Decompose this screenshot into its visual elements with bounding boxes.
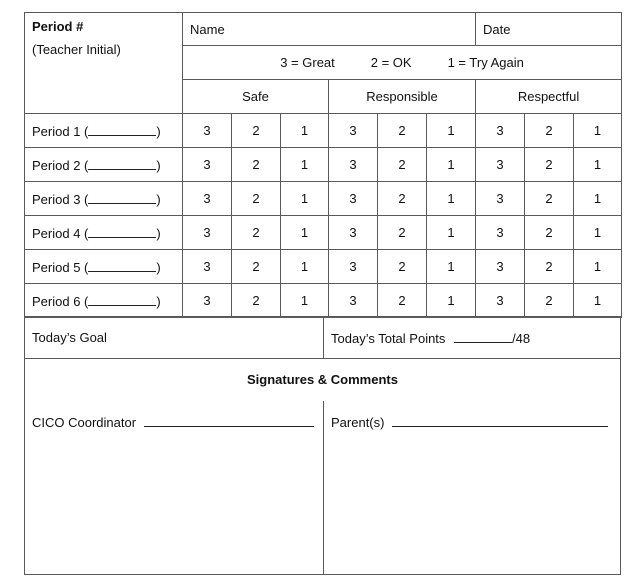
cico-signature-field[interactable] [32,414,314,430]
period-label: Period 6 [32,293,81,309]
footer-section [24,316,621,574]
name-field[interactable] [183,13,476,46]
period-label-cell: Period 1 ( ) [25,114,183,148]
rating-legend [183,46,622,80]
parent-signature-line[interactable] [392,414,608,427]
score-option[interactable]: 3 [183,182,232,216]
period-row [25,148,622,182]
score-option[interactable]: 1 [574,148,622,182]
score-option[interactable]: 1 [574,284,622,318]
period-label: Period 2 [32,157,81,173]
score-option[interactable]: 3 [329,216,378,250]
parent-label: Parent(s) [331,415,385,430]
score-option[interactable]: 1 [427,148,476,182]
score-option[interactable]: 3 [476,148,525,182]
score-option[interactable]: 2 [232,148,281,182]
rating-table [24,12,622,318]
name-label: Name [190,21,225,37]
score-option[interactable]: 2 [525,284,574,318]
period-row [25,216,622,250]
date-field[interactable] [476,13,622,46]
period-label: Period 5 [32,259,81,275]
score-option[interactable]: 3 [476,182,525,216]
todays-goal-label: Today’s Goal [32,330,107,345]
period-row [25,114,622,148]
period-label: Period 1 [32,123,81,139]
period-label-cell: Period 2 ( ) [25,148,183,182]
period-label: Period 3 [32,191,81,207]
period-header-cell [25,13,183,114]
period-title: Period # [32,19,84,34]
score-option[interactable]: 1 [574,216,622,250]
score-option[interactable]: 2 [232,216,281,250]
score-option[interactable]: 1 [427,250,476,284]
score-option[interactable]: 2 [378,148,427,182]
category-safe: Safe [183,80,329,114]
score-option[interactable]: 2 [525,250,574,284]
total-points-field[interactable] [331,330,530,346]
teacher-initial-blank[interactable] [88,157,156,170]
teacher-initial-blank[interactable] [88,191,156,204]
score-option[interactable]: 3 [183,148,232,182]
score-option[interactable]: 3 [183,284,232,318]
period-label: Period 4 [32,225,81,241]
score-option[interactable]: 2 [232,182,281,216]
score-option[interactable]: 3 [329,250,378,284]
score-option[interactable]: 2 [525,114,574,148]
score-option[interactable]: 3 [183,114,232,148]
signatures-box [24,358,621,575]
score-option[interactable]: 2 [378,250,427,284]
score-option[interactable]: 2 [525,182,574,216]
period-label-cell: Period 4 ( ) [25,216,183,250]
score-option[interactable]: 1 [281,182,329,216]
legend-try-again: 1 = Try Again [447,55,524,70]
score-option[interactable]: 2 [232,284,281,318]
date-label: Date [483,21,511,37]
signatures-divider [323,401,324,574]
score-option[interactable]: 2 [232,250,281,284]
score-option[interactable]: 1 [281,148,329,182]
teacher-initial-blank[interactable] [88,259,156,272]
goal-divider [323,317,324,358]
period-label-cell: Period 6 ( ) [25,284,183,318]
period-row [25,284,622,318]
score-option[interactable]: 2 [378,216,427,250]
score-option[interactable]: 2 [525,216,574,250]
category-respectful: Respectful [476,80,622,114]
legend-great: 3 = Great [280,55,335,70]
behavior-report-sheet [24,12,621,574]
period-row [25,182,622,216]
score-option[interactable]: 3 [329,182,378,216]
period-row [25,250,622,284]
score-option[interactable]: 3 [476,284,525,318]
cico-label: CICO Coordinator [32,415,137,430]
score-option[interactable]: 2 [378,284,427,318]
period-label-cell: Period 3 ( ) [25,182,183,216]
total-points-label: Today’s Total Points [331,331,446,346]
score-option[interactable]: 1 [574,114,622,148]
score-option[interactable]: 1 [427,216,476,250]
score-option[interactable]: 3 [329,284,378,318]
score-option[interactable]: 3 [476,216,525,250]
score-option[interactable]: 3 [183,216,232,250]
legend-ok: 2 = OK [370,55,412,70]
score-option[interactable]: 2 [525,148,574,182]
score-option[interactable]: 2 [232,114,281,148]
score-option[interactable]: 3 [329,148,378,182]
score-option[interactable]: 3 [476,250,525,284]
score-option[interactable]: 1 [427,114,476,148]
score-option[interactable]: 3 [476,114,525,148]
period-label-cell: Period 5 ( ) [25,250,183,284]
score-option[interactable]: 3 [183,250,232,284]
goal-points-row [24,316,621,359]
teacher-initial-blank[interactable] [88,123,156,136]
category-responsible: Responsible [329,80,476,114]
score-option[interactable]: 1 [574,182,622,216]
score-option[interactable]: 1 [574,250,622,284]
score-option[interactable]: 1 [281,114,329,148]
score-option[interactable]: 1 [427,284,476,318]
score-option[interactable]: 1 [281,250,329,284]
score-option[interactable]: 1 [427,182,476,216]
total-points-blank[interactable] [454,330,512,343]
score-option[interactable]: 3 [329,114,378,148]
teacher-initial-blank[interactable] [88,293,156,306]
signatures-title: Signatures & Comments [247,372,398,387]
teacher-initial-label: (Teacher Initial) [32,42,121,57]
total-points-max: /48 [512,331,531,346]
score-option[interactable]: 1 [281,284,329,318]
teacher-initial-blank[interactable] [88,225,156,238]
cico-signature-line[interactable] [144,414,314,427]
parent-signature-field[interactable] [331,414,608,430]
score-option[interactable]: 2 [378,182,427,216]
score-option[interactable]: 2 [378,114,427,148]
score-option[interactable]: 1 [281,216,329,250]
